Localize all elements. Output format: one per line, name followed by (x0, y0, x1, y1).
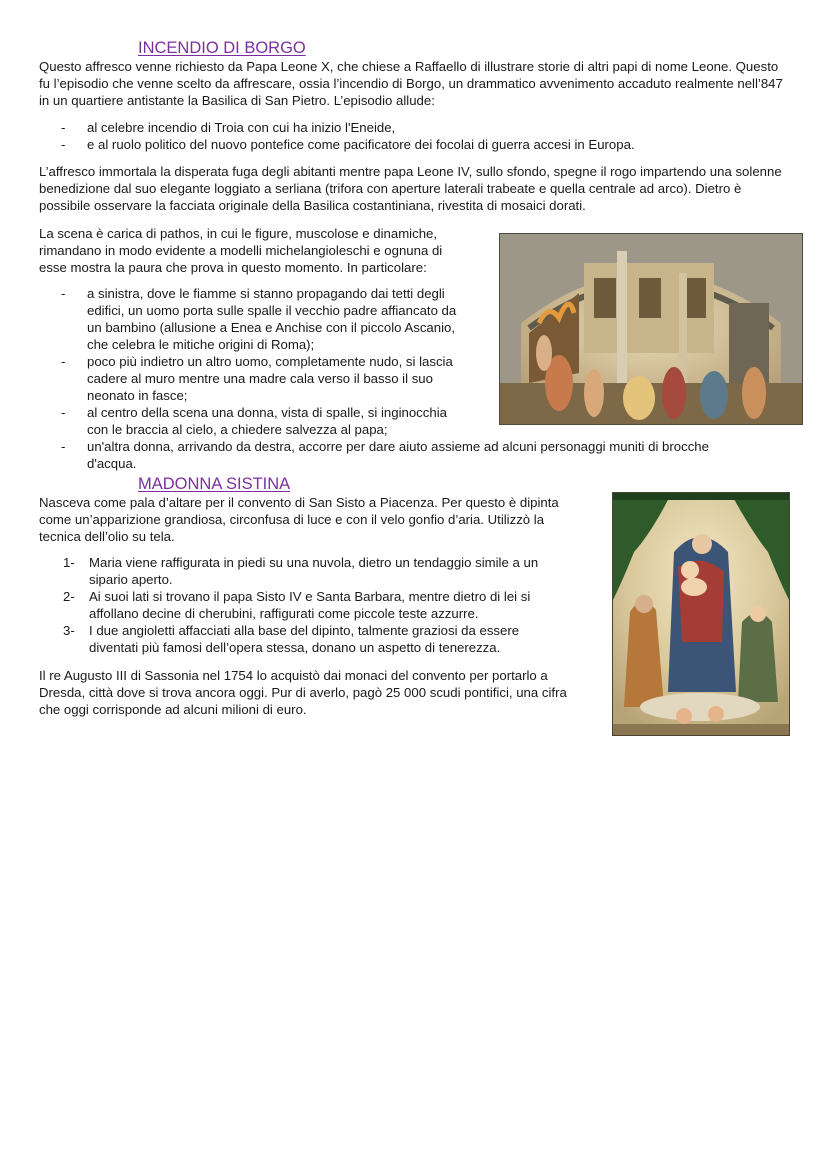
incendio-di-borgo-fresco-image (499, 233, 803, 425)
dash-marker: - (61, 120, 66, 135)
madonna-sistina-painting-image (612, 492, 790, 736)
sistina-intro-paragraph: Nasceva come pala d’altare per il convento di San Sisto a Piacenza. Per questo è dipinta come un’apparizione grandiosa, circonfusa di luce e con il velo gonfio d’aria. Utilizzò la tecnica dell’olio su tela. (39, 495, 559, 544)
list-item: - a sinistra, dove le fiamme si stanno propagando dai tetti degli edifici, un uomo porta sulle spalle il vecchio padre affiancato da un bambino (allusione a Enea e Anchise con il piccolo Ascanio, che celebra le mitiche origini di Roma); (61, 286, 457, 352)
pathos-paragraph: La scena è carica di pathos, in cui le figure, muscolose e dinamiche, rimandano in modo evidente a modelli michelangioleschi e ognuna di esse mostra la paura che prova in questo momento. In particolare: (39, 226, 443, 275)
list-item: - un'altra donna, arrivando da destra, accorre per dare aiuto assieme ad alcuni personaggi muniti di brocche d'acqua. (61, 439, 709, 471)
painting-illustration (612, 492, 790, 736)
dash-marker: - (61, 286, 66, 301)
sistina-history-paragraph: Il re Augusto III di Sassonia nel 1754 lo acquistò dai monaci del convento per portarlo a Dresda, città dove si trova ancora oggi. Pur di averlo, pagò 25 000 scudi pontifici, una cifra che oggi corrisponde ad alcuni milioni di euro. (39, 668, 567, 717)
list-item: - al centro della scena una donna, vista di spalle, si inginocchia con le braccia al cielo, a chiedere salvezza al papa; (61, 405, 447, 437)
dash-marker: - (61, 439, 66, 454)
dash-marker: - (61, 405, 66, 420)
number-marker: 2- (63, 589, 75, 604)
number-marker: 3- (63, 623, 75, 638)
section-title-incendio: INCENDIO DI BORGO (138, 39, 306, 57)
list-item: 1- Maria viene raffigurata in piedi su una nuvola, dietro un tendaggio simile a un sipario aperto. (63, 555, 539, 587)
fresco-description-paragraph: L’affresco immortala la disperata fuga degli abitanti mentre papa Leone IV, sullo sfondo, spegne il rogo impartendo una solenne benedizione dal suo elegante loggiato a serliana (trifora con aperture laterali trabeate e quella centrale ad arco). Dietro è possibile osservare la facciata originale della Basilica costantiniana, rivestita di mosaici dorati. (39, 164, 782, 213)
intro-paragraph: Questo affresco venne richiesto da Papa Leone X, che chiese a Raffaello di illustrare storie di altri papi di nome Leone. Questo fu l’episodio che venne scelto da affrescare, ossia l’incendio di Borgo, un drammatico avvenimento accaduto realmente nell’847 in un quartiere antistante la Basilica di San Pietro. L’episodio allude: (39, 59, 783, 108)
dash-marker: - (61, 137, 66, 152)
list-item: - al celebre incendio di Troia con cui ha inizio l'Eneide, (61, 120, 396, 135)
fresco-illustration (499, 233, 803, 425)
list-item: 3- I due angioletti affacciati alla base del dipinto, talmente graziosi da essere diventati più famosi dell’opera stessa, donano un aspetto di tenerezza. (63, 623, 520, 655)
number-marker: 1- (63, 555, 75, 570)
list-item: - poco più indietro un altro uomo, completamente nudo, si lascia cadere al muro mentre una madre cala verso il basso il suo neonato in fasce; (61, 354, 453, 403)
dash-marker: - (61, 354, 66, 369)
list-item: 2- Ai suoi lati si trovano il papa Sisto IV e Santa Barbara, mentre dietro di lei si affollano decine di cherubini, raffigurati come piccole teste azzurre. (63, 589, 531, 621)
allusion-list (39, 119, 789, 153)
section-title-sistina: MADONNA SISTINA (138, 475, 291, 493)
list-item: - e al ruolo politico del nuovo pontefice come pacificatore dei focolai di guerra accesi in Europa. (61, 137, 635, 152)
